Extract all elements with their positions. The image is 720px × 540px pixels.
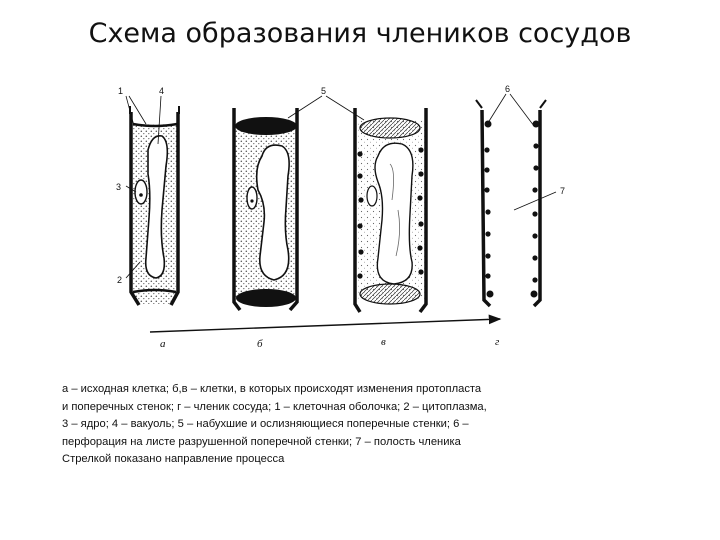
slide-title: Схема образования члеников сосудов xyxy=(88,18,632,49)
label-3: 3 xyxy=(116,182,122,192)
part-labels xyxy=(116,84,565,285)
caption-line: и поперечных стенок; г – членик сосуда; 1 – клеточная оболочка; 2 – цитоплазма, xyxy=(62,400,487,413)
label-5: 5 xyxy=(321,86,327,96)
process-direction-arrow xyxy=(150,319,500,332)
cell-v xyxy=(354,108,426,312)
stage-label-v: в xyxy=(381,336,386,348)
figure-caption xyxy=(62,381,662,469)
nucleus-b xyxy=(247,187,257,209)
nucleus-v xyxy=(367,186,377,206)
caption-line: а – исходная клетка; б,в – клетки, в которых происходят изменения протопласта xyxy=(62,383,482,395)
swollen-wall-bottom-b xyxy=(236,289,296,307)
caption-line: перфорация на листе разрушенной поперечной стенки; 7 – полость членика xyxy=(62,435,461,448)
mucilage-wall-bottom-v xyxy=(360,284,420,304)
wall-thickenings xyxy=(484,143,538,282)
stage-label-b: б xyxy=(257,338,263,350)
stage-label-g: г xyxy=(495,336,500,348)
label-4: 4 xyxy=(159,86,165,96)
caption-line: Стрелкой показано направление процесса xyxy=(62,453,285,465)
cell-b xyxy=(233,108,298,310)
leader-lines xyxy=(126,94,556,278)
label-1: 1 xyxy=(118,86,124,96)
caption-line: 3 – ядро; 4 – вакуоль; 5 – набухшие и ослизняющиеся поперечные стенки; 6 – xyxy=(62,418,469,430)
label-2: 2 xyxy=(117,275,123,285)
nucleus-a xyxy=(135,180,147,204)
cell-g xyxy=(476,100,546,306)
stage-label-a: а xyxy=(160,338,166,350)
stage-labels xyxy=(160,336,500,350)
label-6: 6 xyxy=(505,84,511,94)
mucilage-wall-top-v xyxy=(360,118,420,138)
swollen-wall-top-b xyxy=(235,117,297,135)
label-7: 7 xyxy=(560,186,566,196)
cell-a xyxy=(130,106,179,305)
perforation-rims xyxy=(485,121,540,298)
